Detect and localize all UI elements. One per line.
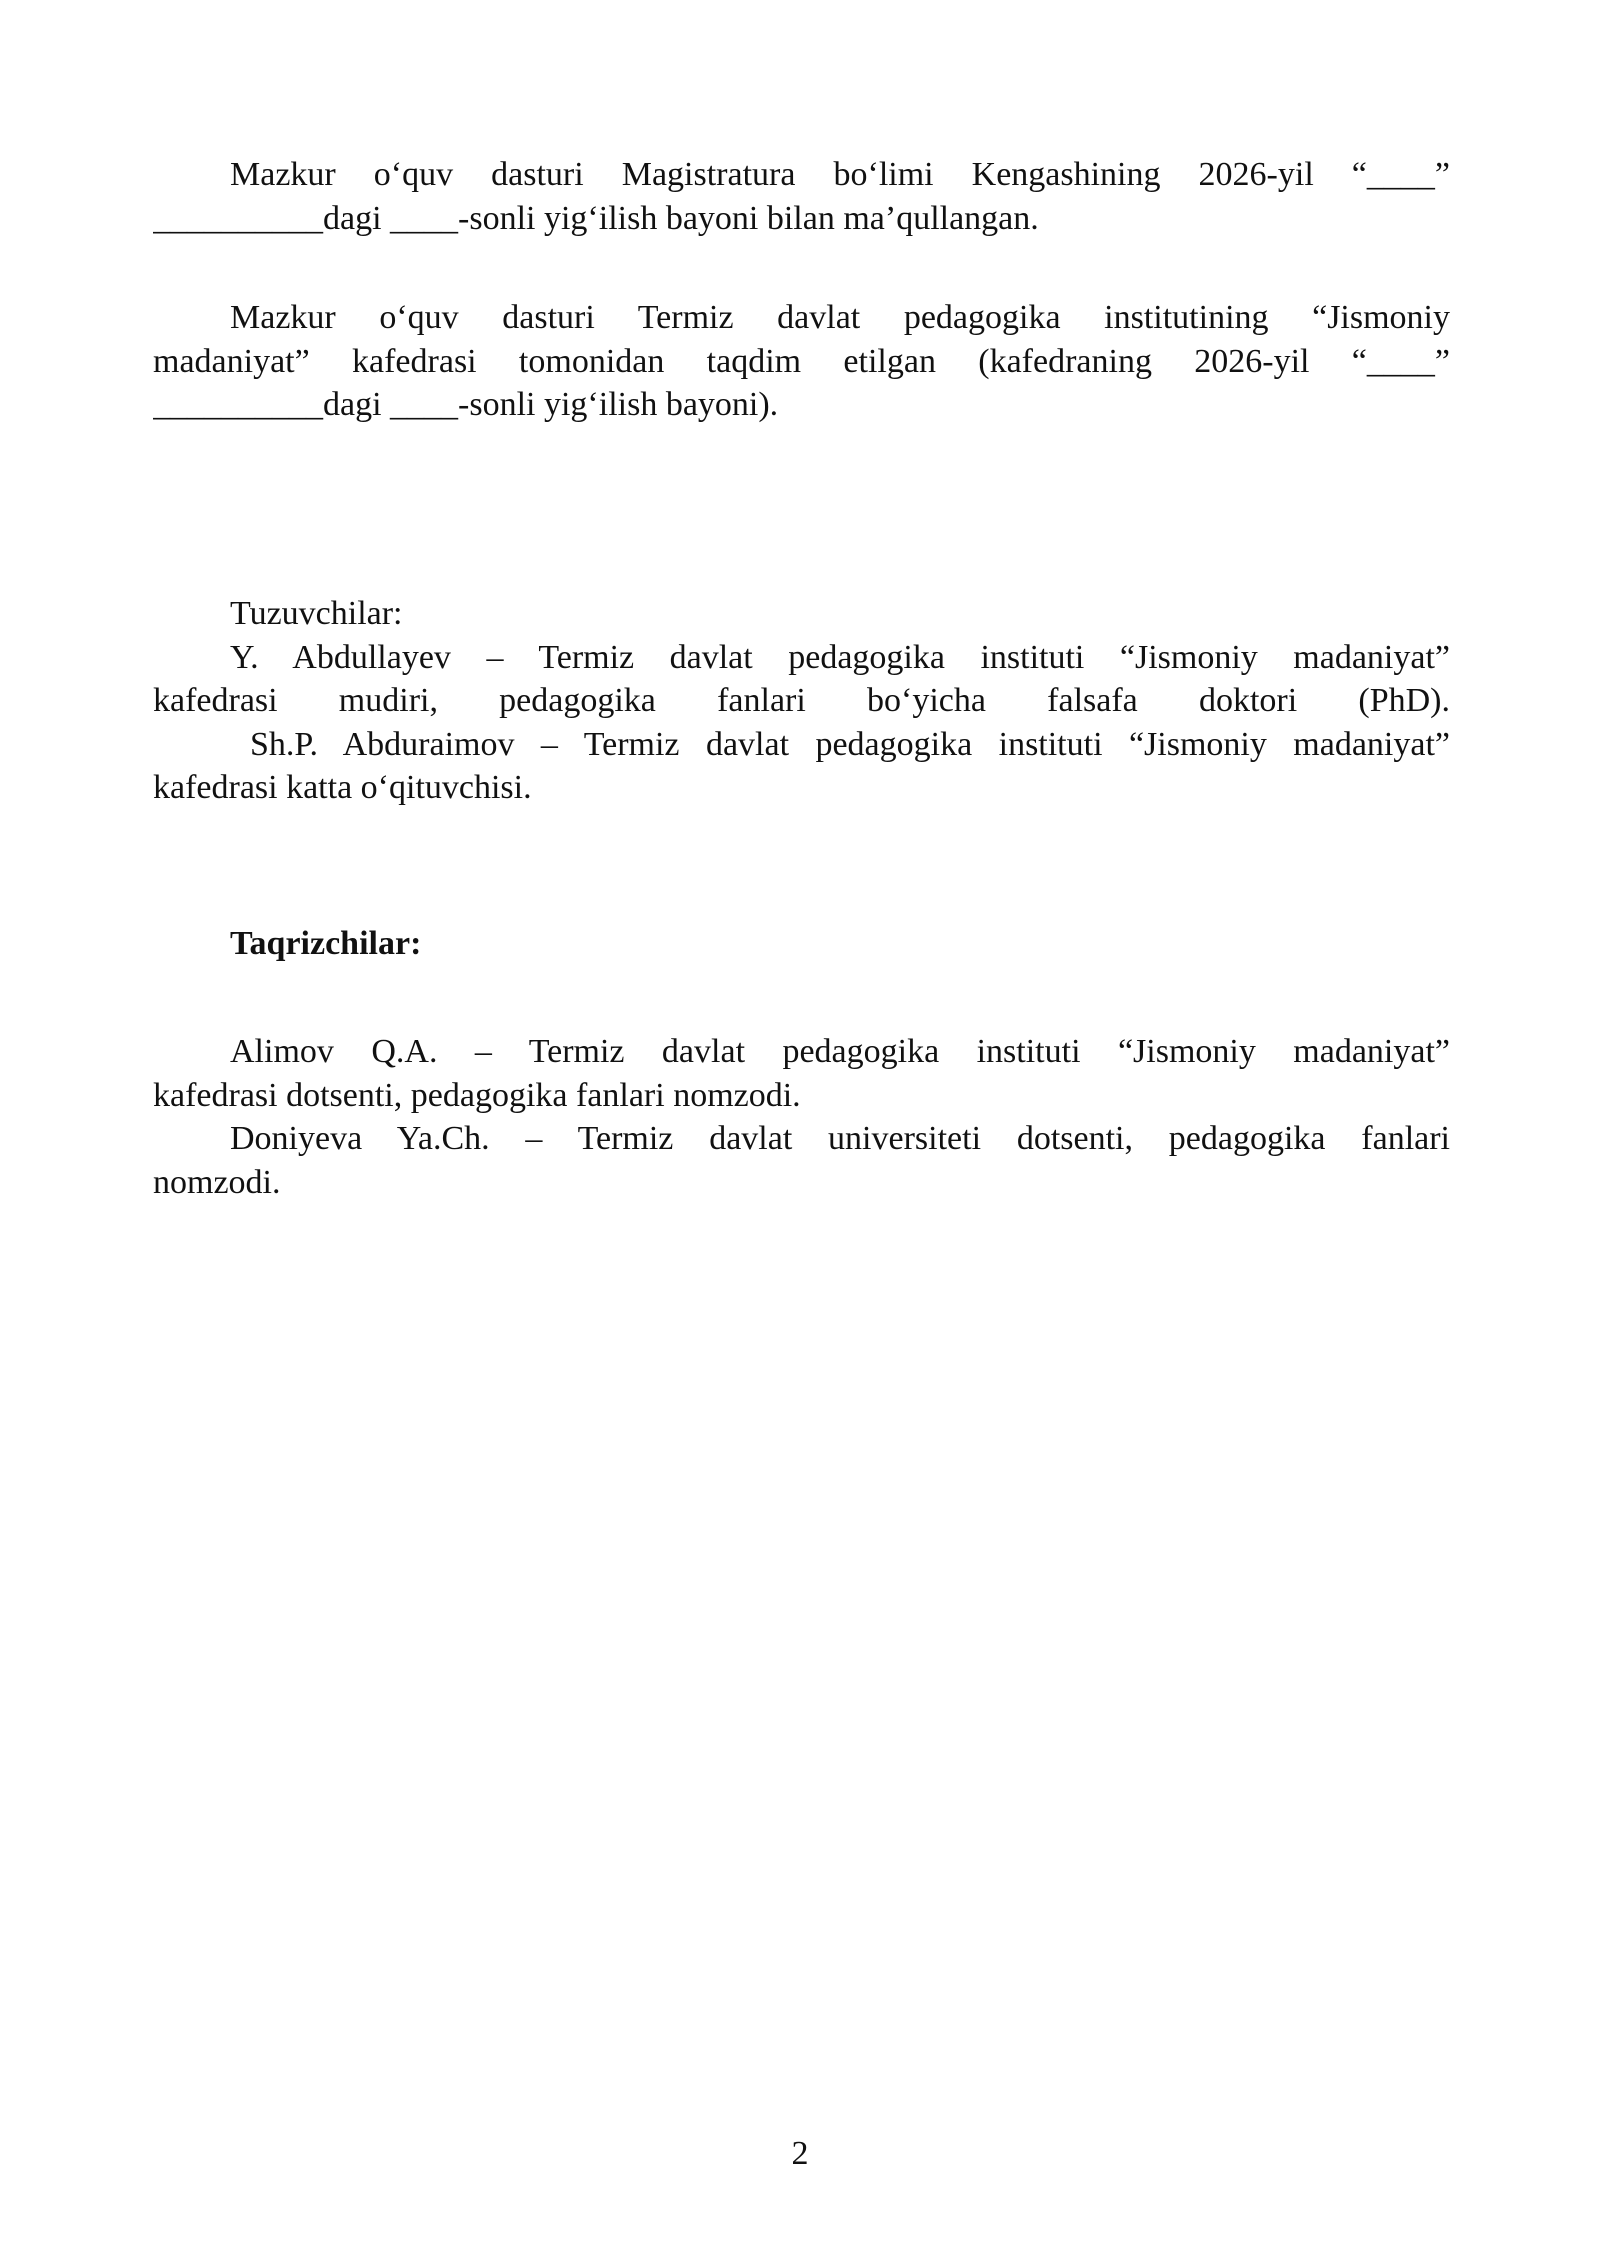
department-line-3: __________dagi ____-sonli yig‘ilish bayoni).	[153, 386, 779, 423]
reviewer-1-line-2: kafedrasi dotsenti, pedagogika fanlari nomzodi.	[153, 1076, 801, 1114]
approval-line-2: __________dagi ____-sonli yig‘ilish bayoni bilan ma’qullangan.	[153, 199, 1039, 237]
author-2-line-2: kafedrasi katta o‘qituvchisi.	[153, 769, 532, 806]
reviewer-1-line-1: Alimov Q.A. – Termiz davlat pedagogika instituti “Jismoniy madaniyat”	[230, 1033, 1450, 1070]
reviewer-2-line-1: Doniyeva Ya.Ch. – Termiz davlat universiteti dotsenti, pedagogika fanlari	[230, 1120, 1450, 1157]
author-2-line-1: Sh.P. Abduraimov – Termiz davlat pedagogika instituti “Jismoniy madaniyat”	[250, 725, 1450, 763]
author-1-line-1: Y. Abdullayev – Termiz davlat pedagogika instituti “Jismoniy madaniyat”	[230, 638, 1450, 676]
authors-section	[153, 592, 1450, 810]
department-line-1: Mazkur o‘quv dasturi Termiz davlat pedagogika institutining “Jismoniy	[230, 299, 1450, 336]
reviewers-section	[153, 1030, 1450, 1204]
author-1-line-2: kafedrasi mudiri, pedagogika fanlari bo‘yicha falsafa doktori (PhD).	[153, 682, 1450, 719]
approval-paragraph	[153, 153, 1450, 240]
page-number: 2	[791, 2135, 809, 2172]
approval-line-1: Mazkur o‘quv dasturi Magistratura bo‘limi Kengashining 2026-yil “____”	[230, 156, 1450, 193]
department-paragraph	[153, 296, 1450, 427]
reviewers-heading: Taqrizchilar:	[230, 925, 422, 962]
department-line-2: madaniyat” kafedrasi tomonidan taqdim etilgan (kafedraning 2026-yil “____”	[153, 342, 1450, 380]
reviewer-2-line-2: nomzodi.	[153, 1163, 281, 1201]
authors-heading: Tuzuvchilar:	[230, 595, 403, 632]
